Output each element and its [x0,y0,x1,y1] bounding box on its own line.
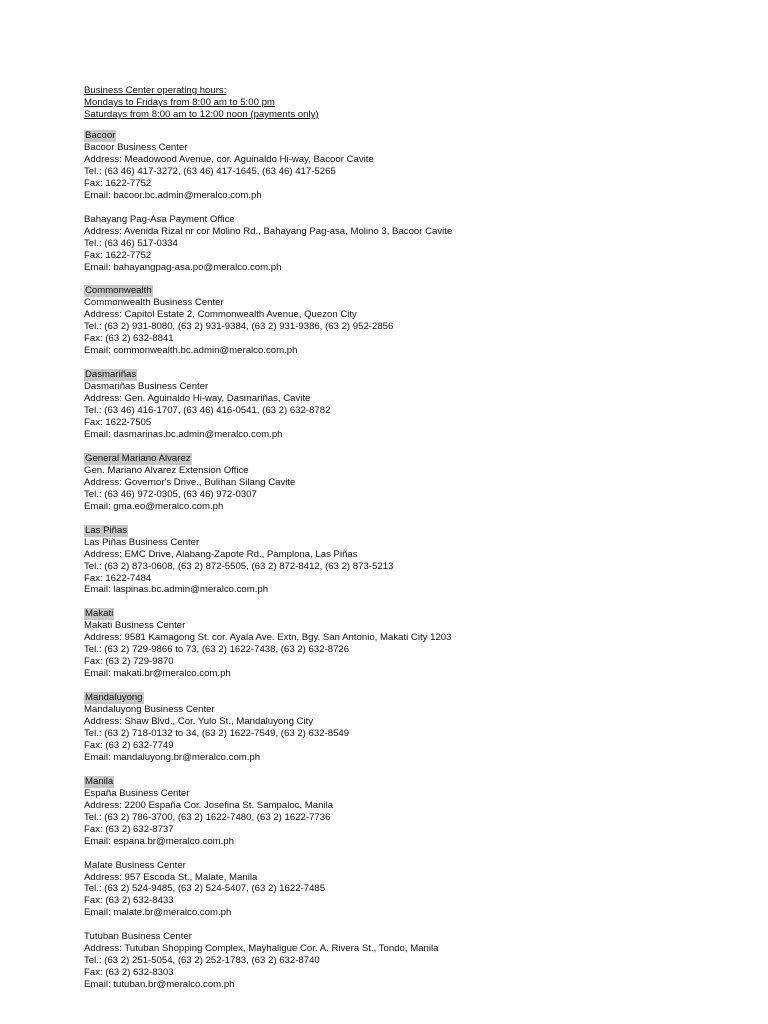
office-name: Bahayang Pag-Asa Payment Office [84,213,235,225]
office-name: Malate Business Center [84,859,186,871]
office-fax: Fax: (63 2) 632-8841 [84,333,174,345]
office-entry [84,142,452,202]
office-entry [84,931,452,991]
office-fax: Fax: 1622-7505 [84,417,152,429]
office-entry [84,465,452,513]
office-email: Email: espana.br@meralco.com.ph [84,835,234,847]
office-fax: Fax: 1622-7752 [84,249,152,261]
section [84,453,452,513]
hours-title: Business Center operating hours: [84,85,227,96]
section [84,525,452,597]
section [84,130,452,273]
office-email: Email: makati.br@meralco.com.ph [84,668,231,680]
office-tel: Tel.: (63 2) 524-9485, (63 2) 524-5407, (63 2) 1622-7485 [84,883,326,895]
section [84,776,452,991]
office-email: Email: gma.eo@meralco.com.ph [84,500,224,512]
office-fax: Fax: (63 2) 632-8433 [84,895,174,907]
office-tel: Tel.: (63 46) 517-0334 [84,237,178,249]
office-entry [84,620,452,680]
section [84,692,452,764]
office-fax: Fax: 1622-7484 [84,572,152,584]
office-entry [84,704,452,764]
office-email: Email: bahayangpag-asa.po@meralco.com.ph [84,261,282,273]
office-fax: Fax: (63 2) 632-7749 [84,739,174,751]
office-name: Bacoor Business Center [84,141,188,153]
office-email: Email: laspinas.bc.admin@meralco.com.ph [84,584,269,596]
section-title: Mandaluyong [85,692,143,704]
section-title: Manila [85,775,114,787]
office-address: Address: Tutuban Shopping Complex, Mayhaligue Cor. A. Rivera St., Tondo, Manila [84,943,439,955]
office-tel: Tel.: (63 2) 786-3700, (63 2) 1622-7480, (63 2) 1622-7736 [84,811,331,823]
section-title: Makati [85,608,114,620]
office-name: Tutuban Business Center [84,931,192,943]
office-address: Address: Avenida Rizal nr cor Molino Rd., Bahayang Pag-asa, Molino 3, Bacoor Cavite [84,225,453,237]
office-address: Address: Gen. Aguinaldo Hi-way, Dasmariñas, Cavite [84,393,311,405]
office-name: Mandaluyong Business Center [84,704,215,716]
office-entry [84,297,452,357]
office-tel: Tel.: (63 2) 718-0132 to 34, (63 2) 1622-7549, (63 2) 632-8549 [84,727,350,739]
operating-hours [84,85,319,121]
section-title: Commonwealth [85,285,152,297]
office-email: Email: tutuban.br@meralco.com.ph [84,979,235,991]
section [84,608,452,680]
office-address: Address: Governor's Drive., Bulihan Silang Cavite [84,476,296,488]
office-entry [84,537,452,597]
office-name: Commonwealth Business Center [84,297,224,309]
section-title: General Mariano Alvarez [85,452,191,464]
section-title: Dasmariñas [85,369,137,381]
office-tel: Tel.: (63 2) 251-5054, (63 2) 252-1783, (63 2) 632-8740 [84,955,320,967]
office-tel: Tel.: (63 46) 417-3272, (63 46) 417-1645, (63 46) 417-5265 [84,165,336,177]
office-address: Address: Meadowood Avenue, cor. Aguinaldo Hi-way, Bacoor Cavite [84,153,374,165]
office-address: Address: Shaw Blvd., Cor. Yulo St., Mandaluyong City [84,716,314,728]
office-address: Address: EMC Drive, Alabang-Zapote Rd., Pamplona, Las Piñas [84,548,358,560]
section [84,285,452,357]
office-email: Email: dasmarinas.bc.admin@meralco.com.ph [84,428,283,440]
section [84,369,452,441]
office-fax: Fax: (63 2) 729-9870 [84,656,174,668]
section-title: Las Piñas [85,524,128,536]
office-address: Address: 9581 Kamagong St. cor. Ayala Ave. Extn, Bgy. San Antonio, Makati City 1203 [84,632,452,644]
hours-weekdays: Mondays to Fridays from 8:00 am to 5:00 pm [84,96,275,108]
office-address: Address: Capitol Estate 2, Commonwealth Avenue, Quezon City [84,309,357,321]
office-entry [84,860,452,920]
office-tel: Tel.: (63 2) 931-8080, (63 2) 931-9384, (63 2) 931-9386, (63 2) 952-2856 [84,321,394,333]
office-fax: Fax: (63 2) 632-8737 [84,823,174,835]
office-address: Address: 2200 España Cor. Josefina St. Sampaloc, Manila [84,799,334,811]
office-tel: Tel.: (63 2) 873-0608, (63 2) 872-5505, (63 2) 872-8412, (63 2) 873-5213 [84,560,394,572]
office-email: Email: commonwealth.bc.admin@meralco.com.ph [84,345,298,357]
office-fax: Fax: 1622-7752 [84,177,152,189]
office-name: Las Piñas Business Center [84,536,200,548]
office-name: España Business Center [84,787,190,799]
office-email: Email: mandaluyong.br@meralco.com.ph [84,751,261,763]
section-title: Bacoor [85,130,116,141]
office-tel: Tel.: (63 46) 972-0305, (63 46) 972-0307 [84,488,257,500]
office-name: Dasmariñas Business Center [84,381,209,393]
office-fax: Fax: (63 2) 632-8303 [84,967,174,979]
office-entry [84,214,452,274]
business-center-list [84,130,452,1003]
office-email: Email: malate.br@meralco.com.ph [84,907,232,919]
office-entry [84,788,452,848]
office-email: Email: bacoor.bc.admin@meralco.com.ph [84,189,262,201]
office-name: Gen. Mariano Alvarez Extension Office [84,464,249,476]
hours-saturdays: Saturdays from 8:00 am to 12:00 noon (payments only) [84,108,319,120]
office-entry [84,381,452,441]
office-tel: Tel.: (63 46) 416-1707, (63 46) 416-0541, (63 2) 632-8782 [84,405,331,417]
office-address: Address: 957 Escoda St., Malate, Manila [84,871,258,883]
office-name: Makati Business Center [84,620,186,632]
office-tel: Tel.: (63 2) 729-9866 to 73, (63 2) 1622-7438, (63 2) 632-8726 [84,644,350,656]
